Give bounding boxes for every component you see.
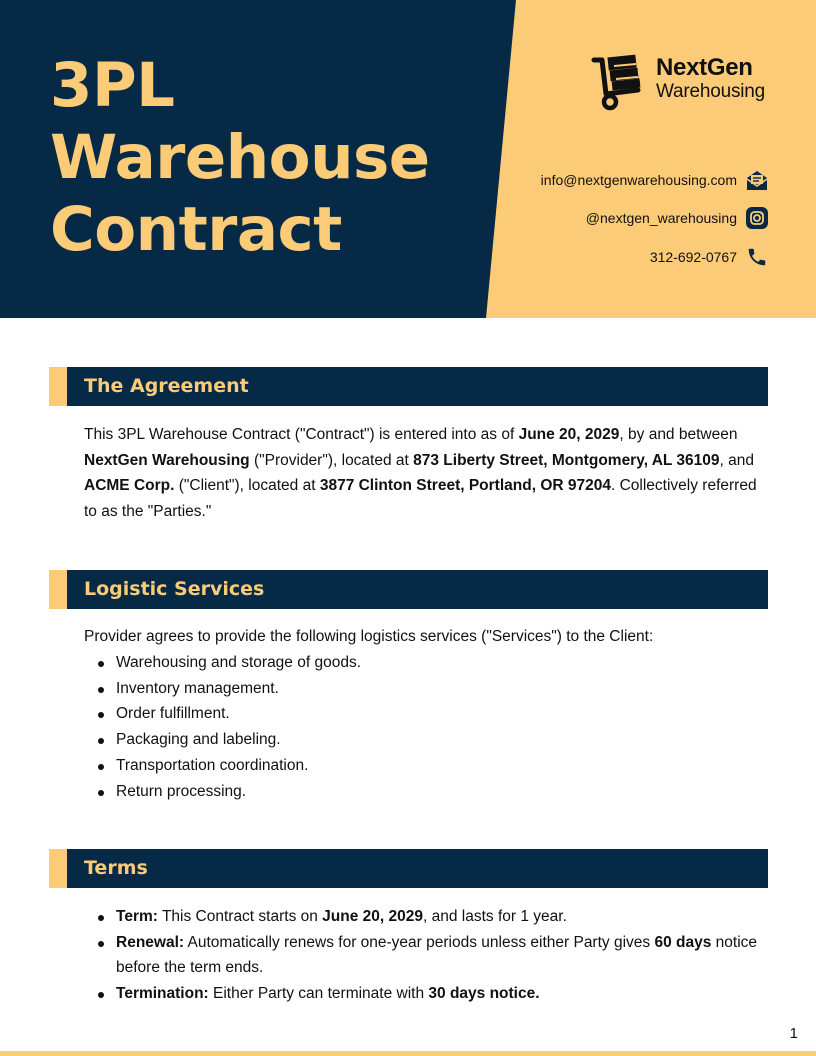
term-item: Term: This Contract starts on June 20, 2029, and lasts for 1 year.	[84, 904, 768, 930]
email-address[interactable]: info@nextgenwarehousing.com	[540, 172, 737, 188]
instagram-icon	[746, 207, 768, 229]
page-number: 1	[789, 1025, 798, 1042]
company-logo	[588, 52, 778, 114]
logo-wordmark	[656, 56, 765, 101]
contact-email[interactable]	[541, 169, 768, 191]
section-header-terms	[49, 849, 768, 888]
instagram-handle[interactable]: @nextgen_warehousing	[585, 210, 737, 226]
provider-address: 873 Liberty Street, Montgomery, AL 36109	[413, 451, 720, 469]
section-title: Terms	[84, 857, 148, 879]
terms-list	[84, 904, 768, 1007]
list-item: Order fulfillment.	[84, 701, 768, 727]
renewal-item: Renewal: Automatically renews for one-year periods unless either Party gives 60 days notice before the term ends.	[84, 930, 768, 981]
header-banner	[0, 0, 816, 318]
services-list	[84, 650, 768, 804]
list-item: Return processing.	[84, 779, 768, 805]
title-line: 3PL	[50, 50, 175, 121]
title-line: Warehouse	[50, 122, 430, 193]
termination-item: Termination: Either Party can terminate with 30 days notice.	[84, 981, 768, 1007]
agreement-paragraph: This 3PL Warehouse Contract ("Contract") is entered into as of June 20, 2029, by and between NextGen Warehousing ("Provider"), located at 873 Liberty Street, Montgomery, AL 36109, and ACME Corp. ("Client"), located at 3877 Clinton Street, Portland, OR 97204. Collectively referred to as the "Parties."	[84, 426, 757, 521]
section-header-agreement	[49, 367, 768, 406]
client-name: ACME Corp.	[84, 477, 175, 495]
email-icon	[746, 169, 768, 191]
list-item: Packaging and labeling.	[84, 727, 768, 753]
section-accent	[49, 367, 67, 406]
section-header-logistics	[49, 570, 768, 609]
section-title: Logistic Services	[84, 578, 265, 600]
provider-name: NextGen Warehousing	[84, 451, 250, 469]
footer-bar	[0, 1051, 816, 1056]
section-accent	[49, 849, 67, 888]
section-accent	[49, 570, 67, 609]
document-title	[50, 50, 430, 266]
logo-name: NextGen	[656, 54, 753, 81]
contact-phone[interactable]	[650, 246, 768, 268]
list-item: Transportation coordination.	[84, 753, 768, 779]
logo-subtitle: Warehousing	[656, 81, 766, 102]
logistics-intro: Provider agrees to provide the following logistics services ("Services") to the Client:	[84, 628, 654, 645]
contact-instagram[interactable]	[586, 207, 768, 229]
section-title: The Agreement	[84, 375, 249, 397]
phone-icon	[746, 246, 768, 268]
client-address: 3877 Clinton Street, Portland, OR 97204	[319, 477, 611, 495]
list-item: Inventory management.	[84, 676, 768, 702]
agreement-date: June 20, 2029	[518, 426, 620, 443]
list-item: Warehousing and storage of goods.	[84, 650, 768, 676]
phone-number[interactable]: 312-692-0767	[649, 249, 737, 265]
title-line: Contract	[50, 194, 342, 265]
hand-truck-boxes-icon	[588, 52, 650, 114]
